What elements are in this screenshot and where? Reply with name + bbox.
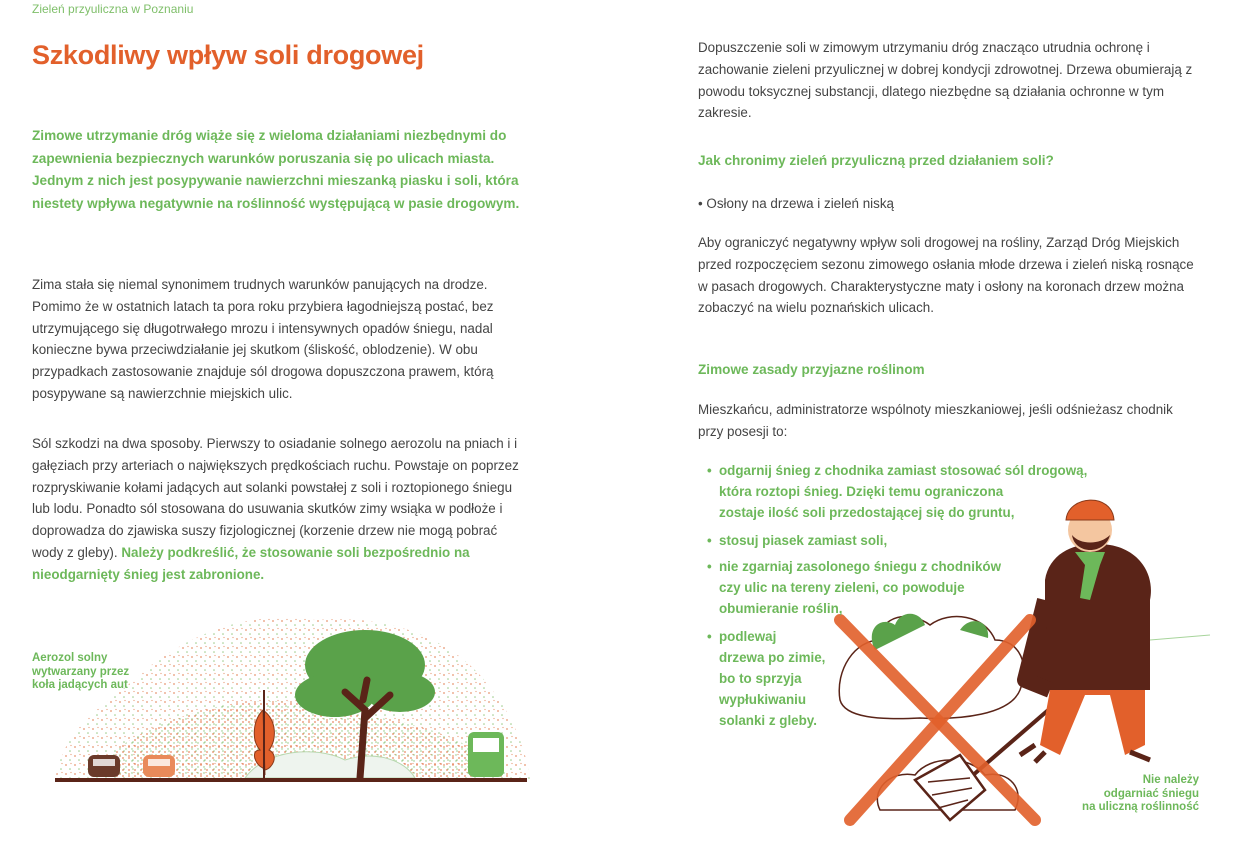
page-title: Szkodliwy wpływ soli drogowej [32, 40, 424, 70]
tip-line: która roztopi śnieg. Dzięki temu ograniczona [719, 484, 1004, 499]
warning-caption-line: Nie należy [1142, 774, 1199, 786]
running-header: Zieleń przyuliczna w Poznaniu [32, 2, 194, 16]
tip-line: solanki z gleby. [719, 713, 817, 728]
tip-line: wypłukiwaniu [719, 692, 807, 707]
tip-line: zostaje ilość soli przedostającej się do gruntu, [719, 505, 1015, 520]
section-heading-rules: Zimowe zasady przyjazne roślinom [698, 362, 925, 377]
aerosol-caption-line: Aerozol solny [32, 652, 108, 664]
tip-line: obumieranie roślin, [719, 601, 843, 616]
body-paragraph-1: Zima stała się niemal synonimem trudnych warunków panujących na drodze. Pomimo że w ostatnich latach ta pora roku przybiera łagodniejszą postać, bez utrzymującego się długotrwałego mrozu i intensywnych opadów śniegu, nadal konieczne bywa przeciwdziałanie jej skutkom (śliskość, oblodzenie). W obu przypadkach zastosowanie znajduje sól drogowa dopuszczona prawem, którą posypywane są nawierzchnie miejskich ulic. [32, 277, 494, 401]
warning-caption-line: odgarniać śniegu [1103, 787, 1199, 800]
aerosol-caption-line: koła jadących aut [32, 679, 128, 691]
tip-line: bo to sprzyja [719, 671, 802, 686]
aerosol-caption [32, 652, 162, 693]
tip-line: podlewaj [719, 629, 777, 644]
snow-pile-plants [839, 617, 1024, 719]
tip-item: • stosuj piasek zamiast soli, [707, 533, 888, 548]
tip-line: nie zgarniaj zasolonego śniegu z chodników [719, 559, 1001, 574]
lead-paragraph: Zimowe utrzymanie dróg wiąże się z wieloma działaniami niezbędnymi do zapewnienia bezpiecznych warunków poruszania się po ulicach miasta. Jednym z nich jest posypywanie nawierzchni mieszanką piasku i soli, która niestety wpływa negatywnie na roślinność występującą w pasie drogowym. [32, 128, 520, 211]
body-paragraph-2-text: Sól szkodzi na dwa sposoby. Pierwszy to osiadanie solnego aerozolu na pniach i i gałęziach przy arteriach o największych prędkościach ruchu. Powstaje on poprzez rozpryskiwanie kołami jadących aut solanki powstałej z soli i roztopionego śniegu lub lodu. Ponadto sól stosowana do usuwania skutków zimy wsiąka w podłoże i doprowadza do zjawiska suszy fizjologicznej (korzenie drzew nie mogą pobrać wody z gleby). [32, 436, 519, 560]
worker-legs [1040, 690, 1145, 755]
section-heading-protection: Jak chronimy zieleń przyuliczną przed działaniem soli? [698, 153, 1054, 168]
warning-caption-line: na uliczną roślinność [1082, 801, 1199, 813]
tip-line: stosuj piasek zamiast soli, [719, 533, 888, 548]
bullet-covers: • Osłony na drzewa i zieleń niską [698, 196, 894, 211]
tip-item: • nie zgarniaj zasolonego śniegu z chodników czy ulic na tereny zieleni, co powoduje obumieranie roślin, [707, 556, 1001, 619]
warning-caption [1082, 774, 1199, 815]
tip-item: • odgarnij śnieg z chodnika zamiast stosować sól drogową, która roztopi śnieg. Dzięki temu ograniczona zostaje ilość soli przedostającej się do gruntu, [707, 460, 1087, 523]
right-paragraph-2: Aby ograniczyć negatywny wpływ soli drogowej na rośliny, Zarząd Dróg Miejskich przed rozpoczęciem sezonu zimowego osłania młode drzewa i zieleń niską rosnące w pasach drogowych. Charakterystyczne maty i osłony na koronach drzew można zobaczyć na wielu poznańskich ulicach. [698, 235, 1194, 316]
right-paragraph-3: Mieszkańcu, administratorze wspólnoty mieszkaniowej, jeśli odśnieżasz chodnik przy posesji to: [698, 402, 1173, 439]
aerosol-caption-line: wytwarzany przez [32, 665, 130, 678]
tip-line: drzewa po zimie, [719, 650, 826, 665]
worker-arm [1025, 600, 1050, 690]
right-paragraph-1: Dopuszczenie soli w zimowym utrzymaniu dróg znacząco utrudnia ochronę i zachowanie zieleni przyulicznej w dobrej kondycji zdrowotnej. Drzewa obumierają z powodu toksycznej substancji, dlatego niezbędne są działania ochronne w tym zakresie. [698, 40, 1193, 121]
tip-line: czy ulic na tereny zieleni, co powoduje [719, 580, 965, 595]
tip-item: • podlewaj drzewa po zimie, bo to sprzyja wypłukiwaniu solanki z gleby. [707, 626, 825, 731]
body-paragraph-2 [32, 433, 530, 586]
tip-line: odgarnij śnieg z chodnika zamiast stosować sól drogową, [719, 463, 1088, 478]
salt-ban-emphasis: Należy podkreślić, że stosowanie soli bezpośrednio na nieodgarnięty śnieg jest zabronione. [32, 544, 470, 582]
salt-aerosol-illustration [55, 600, 530, 795]
